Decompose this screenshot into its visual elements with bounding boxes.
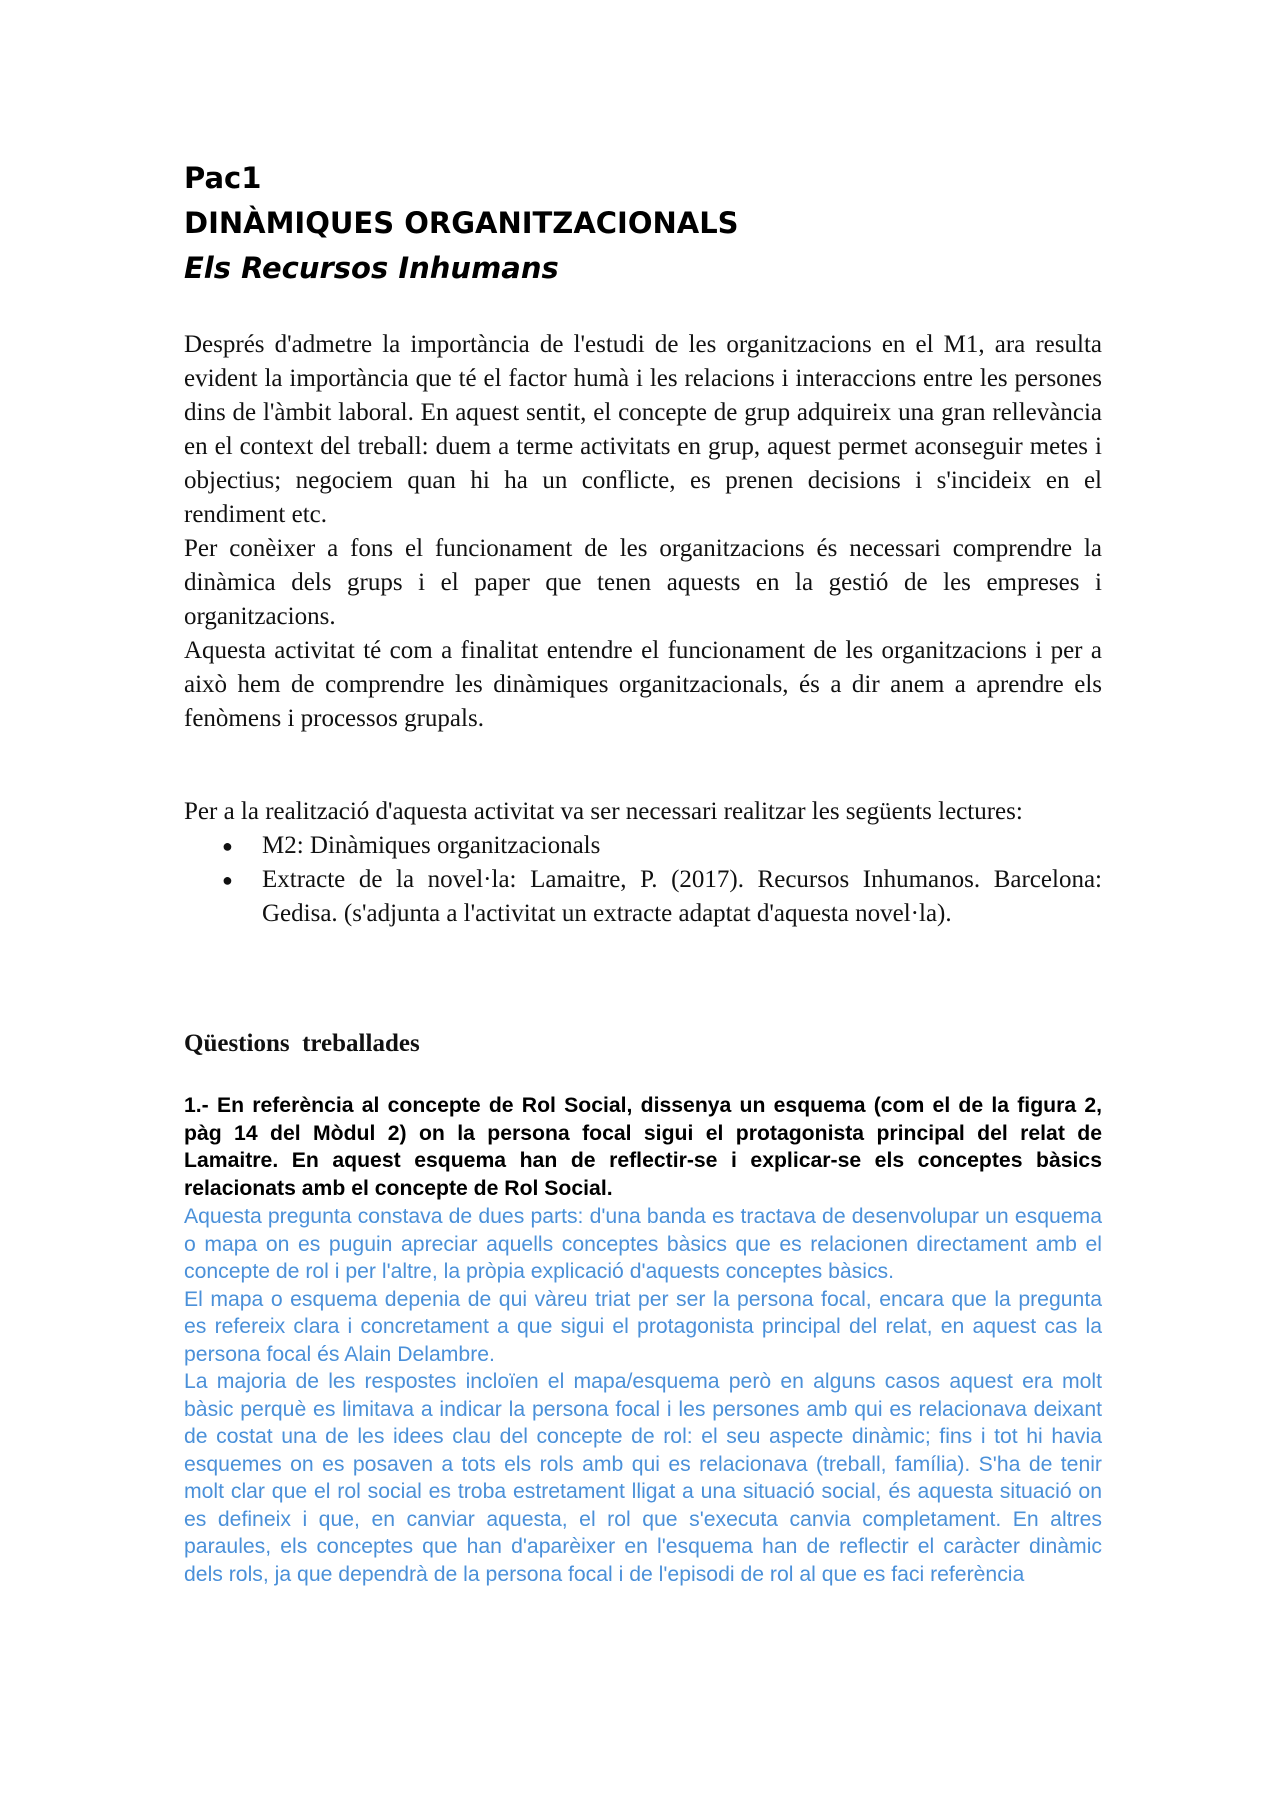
answer-paragraph-2: El mapa o esquema depenia de qui vàreu triat per ser la persona focal, encara que la pregunta es refereix clara i concretament a que sigui el protagonista principal del relat, en aquest cas la persona focal és Alain Delambre. xyxy=(184,1287,1102,1366)
readings-section xyxy=(184,795,1102,931)
title-block xyxy=(184,156,1102,291)
reading-text: M2: Dinàmiques organitzacionals xyxy=(262,832,601,859)
doc-code: Pac1 xyxy=(184,161,262,195)
answer-1-section xyxy=(184,1203,1102,1588)
doc-subtitle: Els Recursos Inhumans xyxy=(184,251,559,285)
answer-paragraph-1: Aquesta pregunta constava de dues parts: d'una banda es tractava de desenvolupar un esquema o mapa on es puguin apreciar aquells conceptes bàsics que es relacionen directament amb el concepte de rol i per l'altre, la pròpia explicació d'aquests conceptes bàsics. xyxy=(184,1205,1102,1283)
bullet-icon: ● xyxy=(222,870,233,890)
intro-paragraph-1: Després d'admetre la importància de l'estudi de les organitzacions en el M1, ara resulta evident la importància que té el factor humà i les relacions i interaccions entre les persones dins de l'àmbit laboral. En aquest sentit, el concepte de grup adquireix una gran rellevància en el context del treball: duem a terme activitats en grup, aquest permet aconseguir metes i objectius; negociem quan hi ha un conflicte, es prenen decisions i s'incideix en el rendiment etc. xyxy=(184,331,1102,528)
question-1-text: 1.- En referència al concepte de Rol Social, dissenya un esquema (com el de la figura 2, pàg 14 del Mòdul 2) on la persona focal sigui el protagonista principal del relat de Lamaitre. En aquest esquema han de reflectir-se i explicar-se els conceptes bàsics relacionats amb el concepte de Rol Social. xyxy=(184,1094,1102,1200)
doc-title: DINÀMIQUES ORGANITZACIONALS xyxy=(184,206,739,240)
readings-lead: Per a la realització d'aquesta activitat va ser necessari realitzar les següents lectures: xyxy=(184,798,1023,825)
list-item xyxy=(222,863,1102,931)
questions-heading: Qüestions treballades xyxy=(184,1030,420,1057)
intro-paragraph-2: Per conèixer a fons el funcionament de les organitzacions és necessari comprendre la dinàmica dels grups i el paper que tenen aquests en la gestió de les empreses i organitzacions. xyxy=(184,535,1102,630)
intro-paragraph-3: Aquesta activitat té com a finalitat entendre el funcionament de les organitzacions i per a això hem de comprendre les dinàmiques organitzacionals, és a dir anem a aprendre els fenòmens i processos grupals. xyxy=(184,637,1102,732)
readings-list xyxy=(184,829,1102,931)
list-item xyxy=(222,829,1102,863)
answer-paragraph-3: La majoria de les respostes incloïen el mapa/esquema però en alguns casos aquest era molt bàsic perquè es limitava a indicar la persona focal i les persones amb qui es relacionava deixant de costat una de les idees clau del concepte de rol: el seu aspecte dinàmic; fins i tot hi havia esquemes on es posaven a tots els rols amb qui es relacionava (treball, família). S'ha de tenir molt clar que el rol social es troba estretament lligat a una situació social, és aquesta situació on es defineix i que, en canviar aquesta, el rol que s'executa canvia completament. En altres paraules, els conceptes que han d'aparèixer en l'esquema han de reflectir el caràcter dinàmic dels rols, ja que dependrà de la persona focal i de l'episodi de rol al que es faci referència xyxy=(184,1370,1102,1586)
reading-text: Extracte de la novel·la: Lamaitre, P. (2017). Recursos Inhumanos. Barcelona: Gedisa. (s'adjunta a l'activitat un extracte adaptat d'aquesta novel·la). xyxy=(262,866,1102,927)
intro-section xyxy=(184,328,1102,736)
bullet-icon: ● xyxy=(222,836,233,856)
